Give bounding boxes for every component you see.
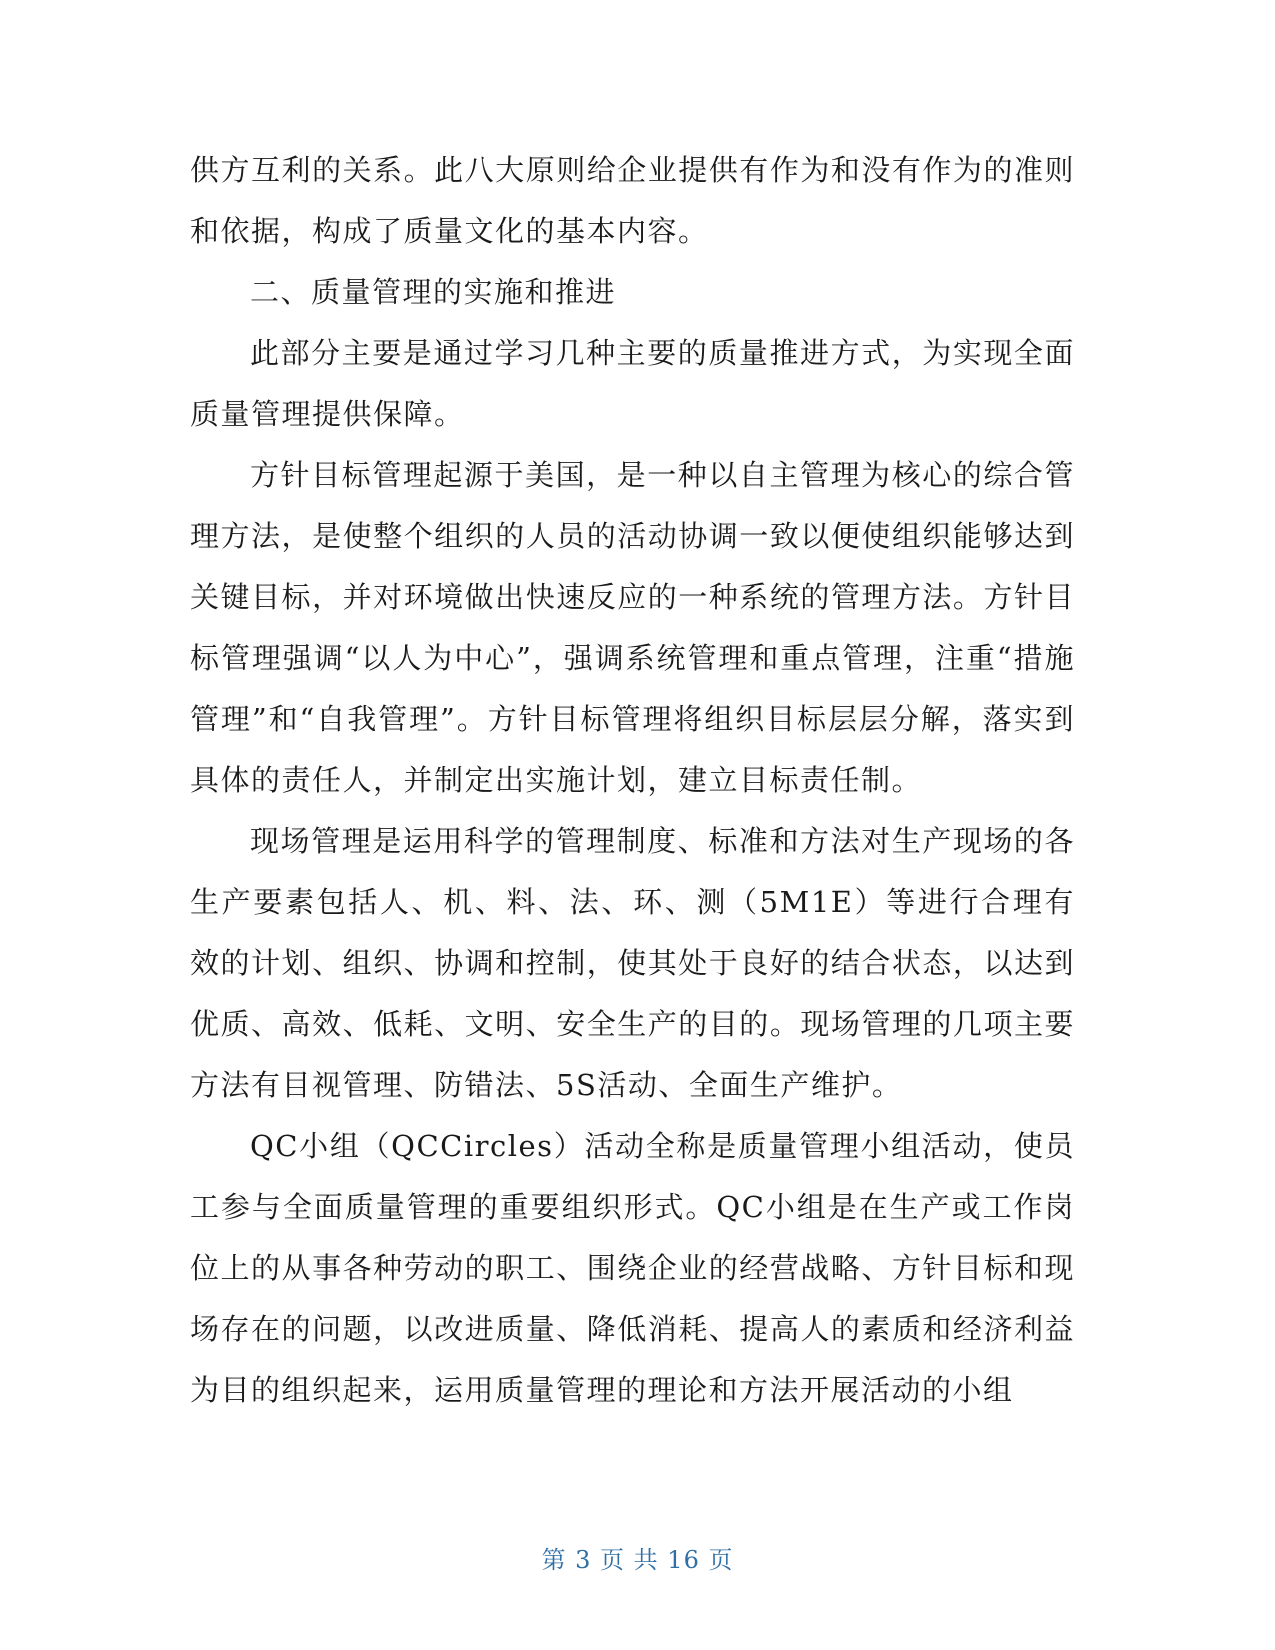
section-heading: 二、质量管理的实施和推进 bbox=[250, 275, 617, 309]
paragraph-qc-circles: QC小组（QCCircles）活动全称是质量管理小组活动，使员工参与全面质量管理的重要组织形式。QC小组是在生产或工作岗位上的从事各种劳动的职工、围绕企业的经营战略、方针目标和现场存在的问题，以改进质量、降低消耗、提高人的素质和经济利益为目的组织起来，运用质量管理的理论和方法开展活动的小组 bbox=[190, 1129, 1075, 1407]
paragraph-section-intro: 此部分主要是通过学习几种主要的质量推进方式，为实现全面质量管理提供保障。 bbox=[190, 336, 1075, 431]
paragraph-policy-objective-management: 方针目标管理起源于美国，是一种以自主管理为核心的综合管理方法，是使整个组织的人员的活动协调一致以便使组织能够达到关键目标，并对环境做出快速反应的一种系统的管理方法。方针目标管理强调“以人为中心”，强调系统管理和重点管理，注重“措施管理”和“自我管理”。方针目标管理将组织目标层层分解，落实到具体的责任人，并制定出实施计划，建立目标责任制。 bbox=[190, 458, 1075, 797]
paragraph-onsite-management: 现场管理是运用科学的管理制度、标准和方法对生产现场的各生产要素包括人、机、料、法、环、测（5M1E）等进行合理有效的计划、组织、协调和控制，使其处于良好的结合状态，以达到优质、高效、低耗、文明、安全生产的目的。现场管理的几项主要方法有目视管理、防错法、5S活动、全面生产维护。 bbox=[190, 824, 1075, 1102]
page-number-footer: 第 3 页 共 16 页 bbox=[541, 1546, 734, 1574]
paragraph-intro-continuation: 供方互利的关系。此八大原则给企业提供有作为和没有作为的准则和依据，构成了质量文化的基本内容。 bbox=[190, 153, 1075, 248]
document-body bbox=[190, 140, 1075, 1421]
